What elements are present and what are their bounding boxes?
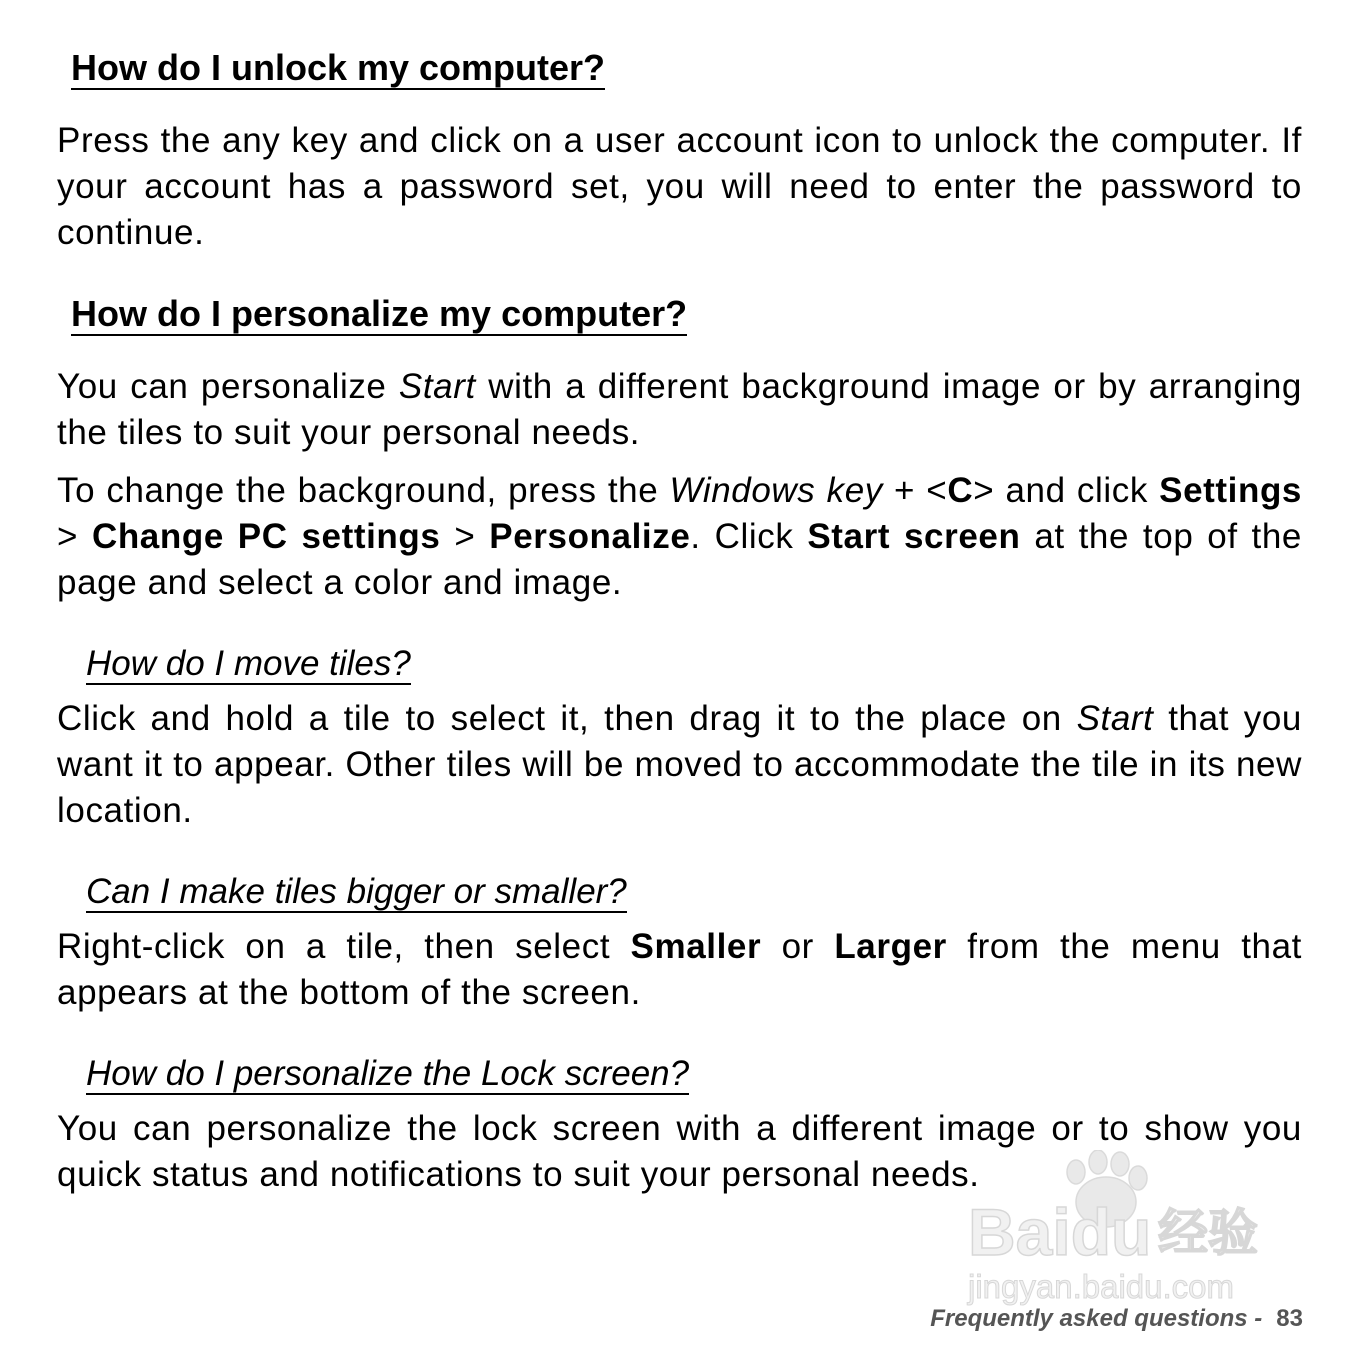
watermark-url: jingyan.baidu.com (968, 1268, 1234, 1305)
paragraph-personalize-start: You can personalize Start with a different background image or by arranging the tiles to suit your personal needs. (57, 367, 1302, 452)
watermark-cn: 经验 (1158, 1204, 1258, 1262)
heading-lock-screen: How do I personalize the Lock screen? (86, 1054, 690, 1093)
paragraph-tile-size: Right-click on a tile, then select Smaller or Larger from the menu that appears at the bottom of the screen. (57, 927, 1302, 1012)
baidu-jingyan-watermark (958, 1150, 1288, 1310)
page-number: 83 (1276, 1305, 1303, 1332)
watermark-brand: Baidu (968, 1195, 1152, 1269)
paragraph-move-tiles: Click and hold a tile to select it, then drag it to the place on Start that you want it to appear. Other tiles will be moved to accommodate the tile in its new location. (57, 699, 1302, 830)
footer-label: Frequently asked questions - (930, 1305, 1263, 1332)
paragraph-lock-screen: You can personalize the lock screen with a different image or to show you quick status and notifications to suit your personal needs. (57, 1109, 1302, 1194)
heading-personalize: How do I personalize my computer? (71, 293, 688, 334)
heading-tile-size: Can I make tiles bigger or smaller? (86, 872, 627, 911)
heading-unlock: How do I unlock my computer? (71, 47, 606, 88)
page-footer (930, 1305, 1303, 1333)
heading-move-tiles: How do I move tiles? (86, 644, 411, 683)
paragraph-change-background: To change the background, press the Windows key + <C> and click Settings > Change PC settings > Personalize. Click Start screen at the top of the page and select a color and image. (57, 471, 1302, 602)
paragraph-unlock: Press the any key and click on a user account icon to unlock the computer. If your account has a password set, you will need to enter the password to continue. (57, 121, 1302, 252)
